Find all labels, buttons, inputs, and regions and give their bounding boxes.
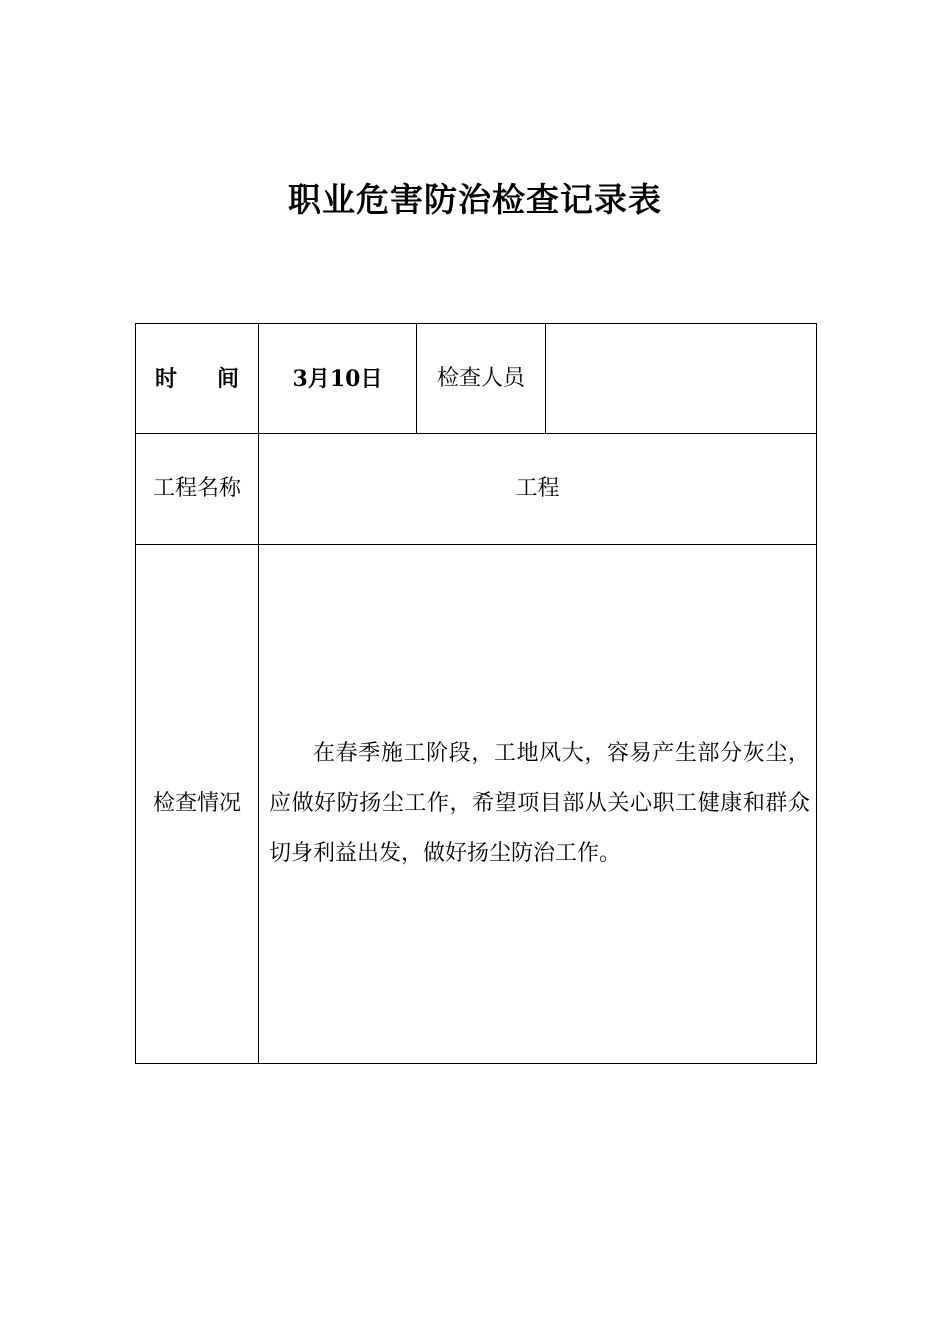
time-label-part1: 时	[154, 365, 177, 392]
inspection-text: 在春季施工阶段，工地风大，容易产生部分灰尘，应做好防扬尘工作，希望项目部从关心职工健康和群众切身利益出发，做好扬尘防治工作。	[269, 741, 810, 866]
document-title: 职业危害防治检查记录表	[288, 180, 662, 219]
inspection-content-cell[interactable]	[259, 545, 817, 1064]
inspection-label-cell: 检查情况	[136, 545, 259, 1064]
inspection-record-table	[135, 323, 817, 1064]
table-row	[136, 545, 817, 1064]
inspector-label-cell: 检查人员	[417, 324, 546, 434]
table-row	[136, 324, 817, 434]
time-label-cell	[136, 324, 259, 434]
inspector-value-cell[interactable]	[546, 324, 817, 434]
date-value-cell[interactable]: 3月10日	[259, 324, 417, 434]
time-label-part2: 间	[217, 365, 240, 392]
table-row	[136, 434, 817, 545]
project-name-value-cell[interactable]: 工程	[259, 434, 817, 545]
project-name-label-cell: 工程名称	[136, 434, 259, 545]
